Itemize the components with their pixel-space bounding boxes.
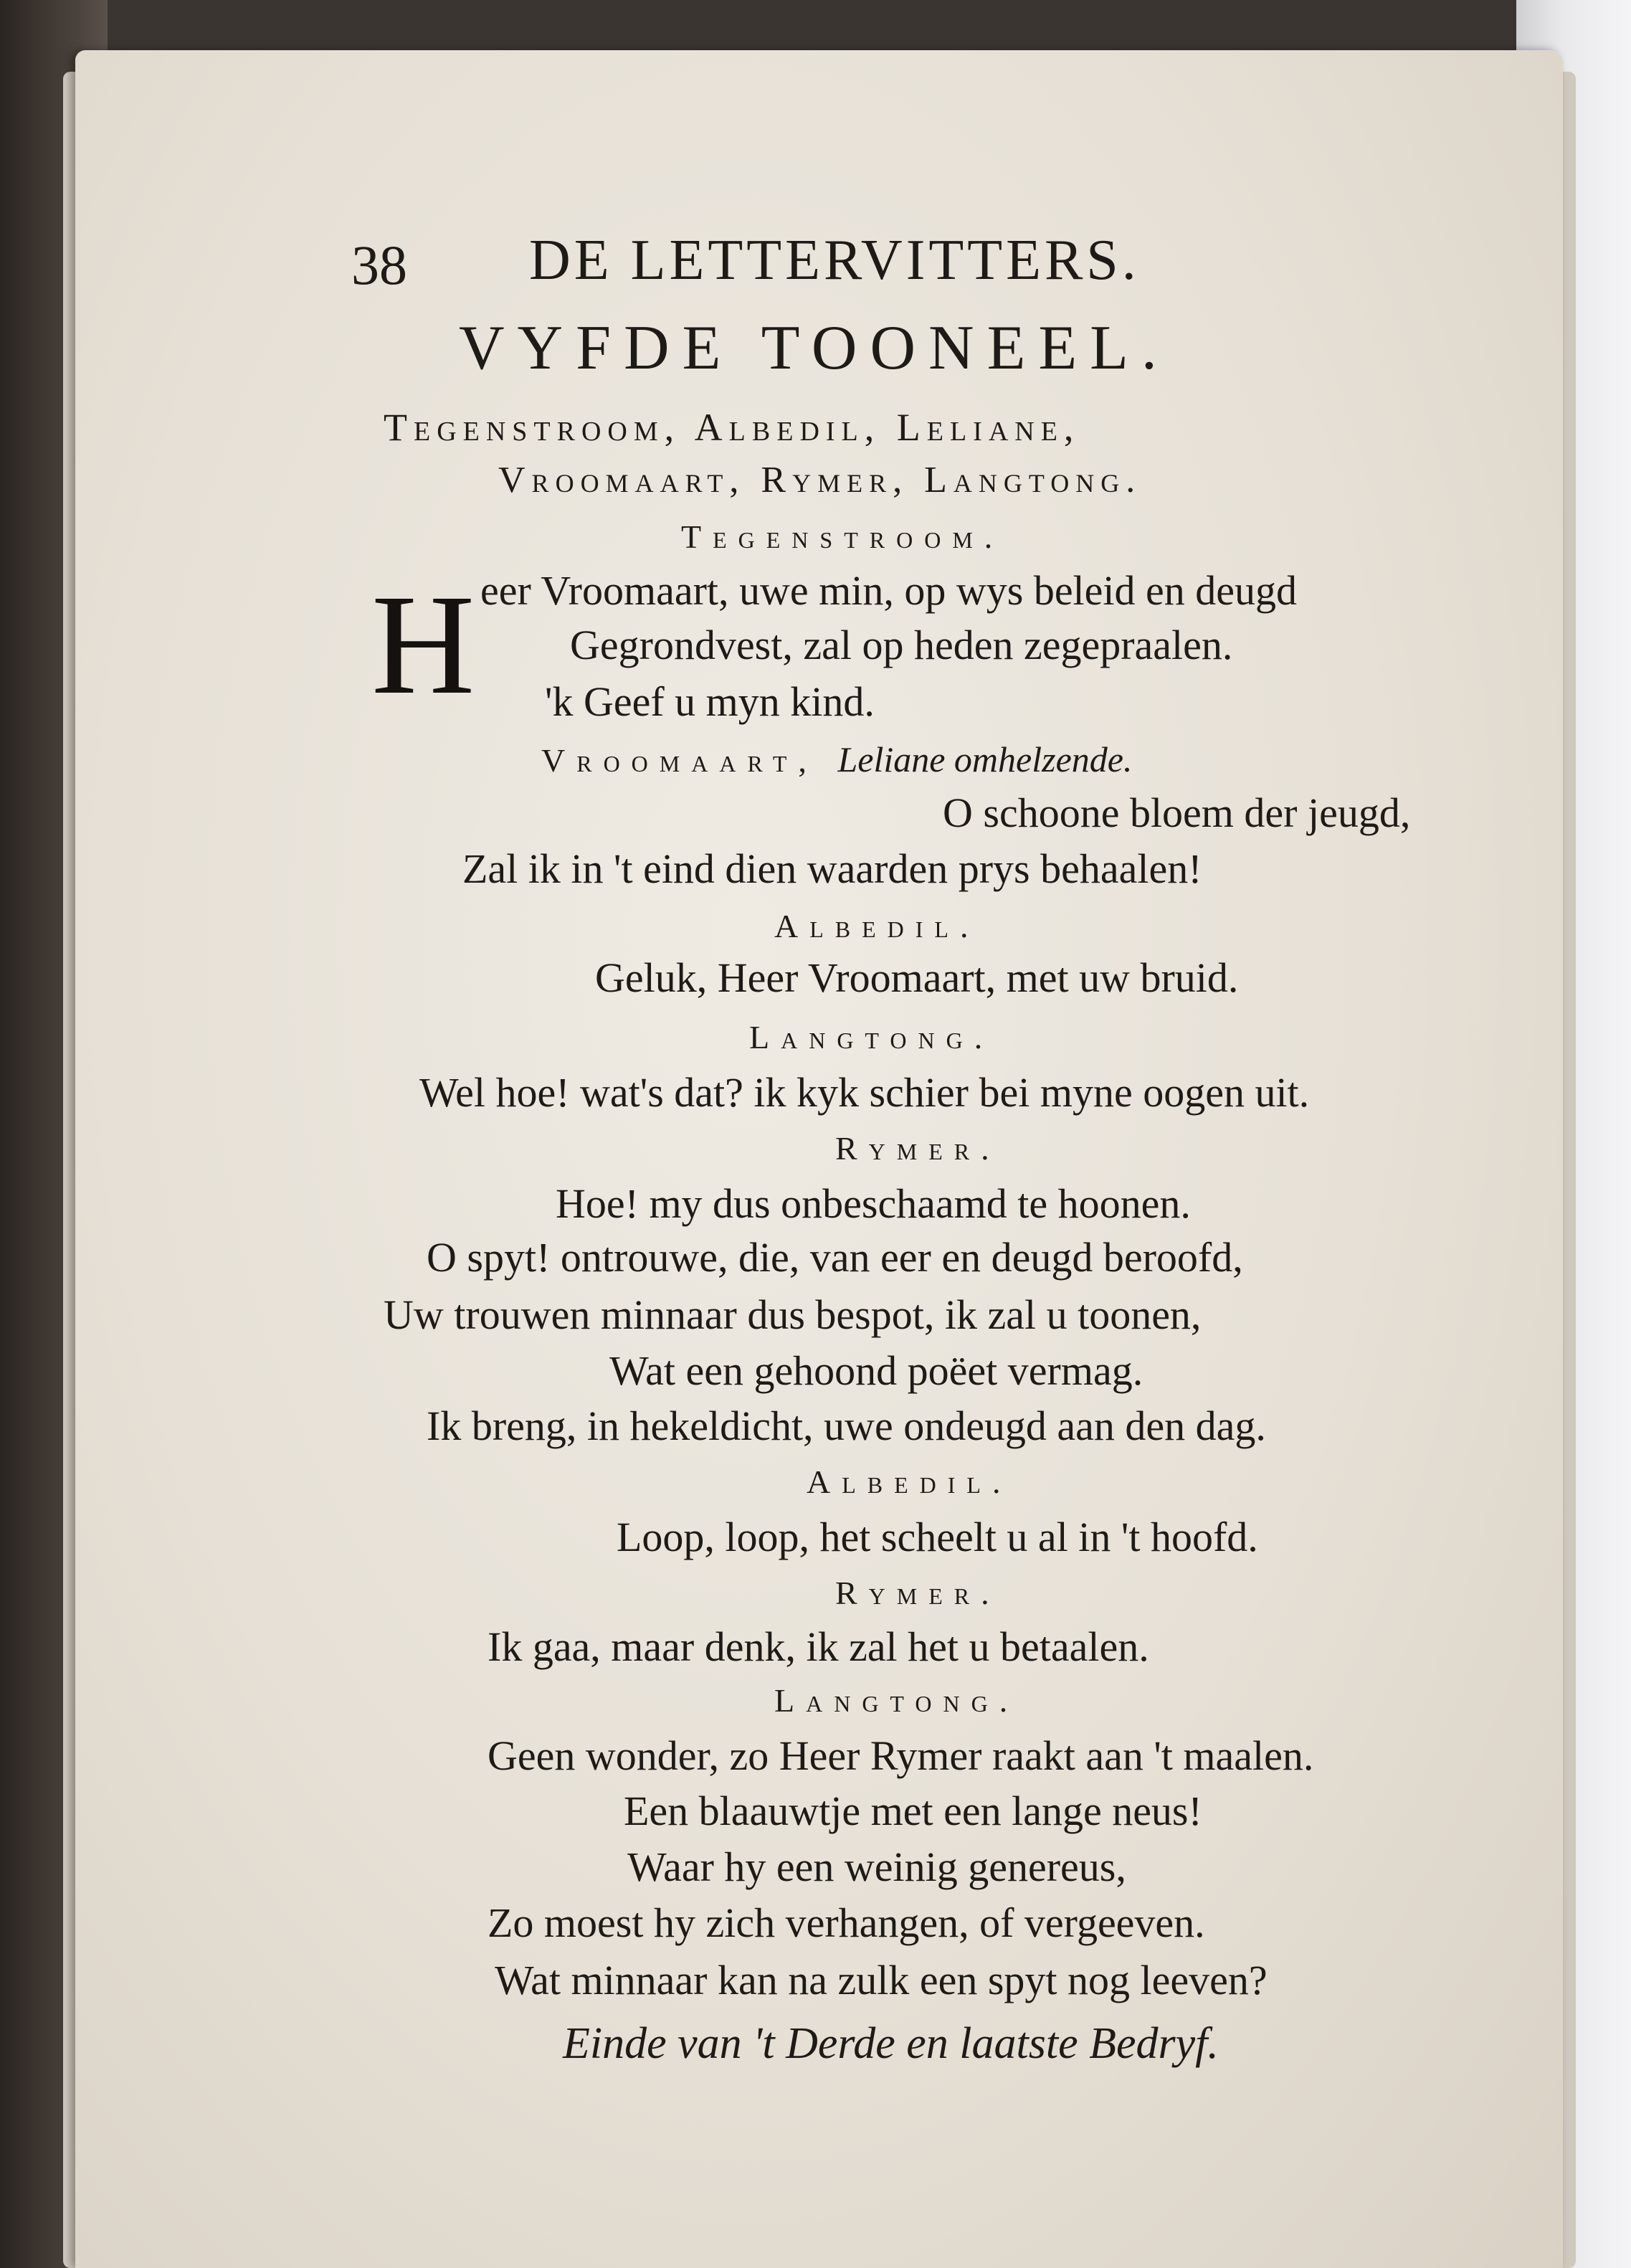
stage-direction: Leliane omhelzende. — [837, 739, 1133, 779]
verse-line: Zal ik in 't eind dien waarden prys behaalen! — [462, 845, 1202, 892]
verse-line: O schoone bloem der jeugd, — [943, 789, 1411, 836]
verse-line: Wat minnaar kan na zulk een spyt nog leeven? — [495, 1957, 1268, 2003]
verse-line: Hoe! my dus onbeschaamd te hoonen. — [556, 1180, 1191, 1227]
running-title: DE LETTERVITTERS. — [529, 229, 1140, 292]
verse-line: Een blaauwtje met een lange neus! — [624, 1788, 1202, 1834]
verse-line: Geluk, Heer Vroomaart, met uw bruid. — [595, 954, 1239, 1001]
verse-line: Gegrondvest, zal op heden zegepraalen. — [570, 622, 1233, 668]
verse-line: Uw trouwen minnaar dus bespot, ik zal u toonen, — [384, 1291, 1202, 1338]
verse-line: Loop, loop, het scheelt u al in 't hoofd. — [617, 1514, 1258, 1560]
cast-line-2: Vroomaart, Rymer, Langtong. — [498, 460, 1142, 500]
drop-cap: H — [371, 566, 475, 724]
end-of-act-line: Einde van 't Derde en laatste Bedryf. — [563, 2019, 1219, 2068]
cast-line-1: Tegenstroom, Albedil, Leliane, — [384, 406, 1080, 449]
speaker-rymer: Rymer. — [835, 1130, 1001, 1167]
verse-line: Ik gaa, maar denk, ik zal het u betaalen. — [488, 1623, 1149, 1670]
verse-line: Ik breng, in hekeldicht, uwe ondeugd aan den dag. — [427, 1403, 1266, 1449]
page-number: 38 — [351, 234, 407, 296]
verse-line: Wat een gehoond poëet vermag. — [609, 1347, 1143, 1394]
speaker-langtong: Langtong. — [774, 1682, 1019, 1719]
speaker-albedil: Albedil. — [807, 1463, 1012, 1500]
verse-line: Wel hoe! wat's dat? ik kyk schier bei myne oogen uit. — [419, 1069, 1310, 1116]
speaker-name: Vroomaart, — [541, 742, 818, 779]
speaker-tegenstroom: Tegenstroom. — [681, 518, 1004, 555]
speaker-langtong: Langtong. — [749, 1019, 994, 1055]
verse-line: Geen wonder, zo Heer Rymer raakt aan 't maalen. — [488, 1732, 1314, 1779]
verse-line: 'k Geef u myn kind. — [545, 678, 875, 725]
scene-title: VYFDE TOONEEL. — [459, 313, 1170, 383]
verse-line: O spyt! ontrouwe, die, van eer en deugd beroofd, — [427, 1234, 1243, 1281]
speaker-albedil: Albedil. — [774, 908, 980, 944]
speaker-vroomaart — [541, 739, 1132, 780]
verse-line: Waar hy een weinig genereus, — [627, 1844, 1126, 1890]
speaker-rymer: Rymer. — [835, 1575, 1001, 1611]
verse-line: eer Vroomaart, uwe min, op wys beleid en deugd — [480, 567, 1298, 614]
verse-line: Zo moest hy zich verhangen, of vergeeven. — [488, 1899, 1205, 1946]
